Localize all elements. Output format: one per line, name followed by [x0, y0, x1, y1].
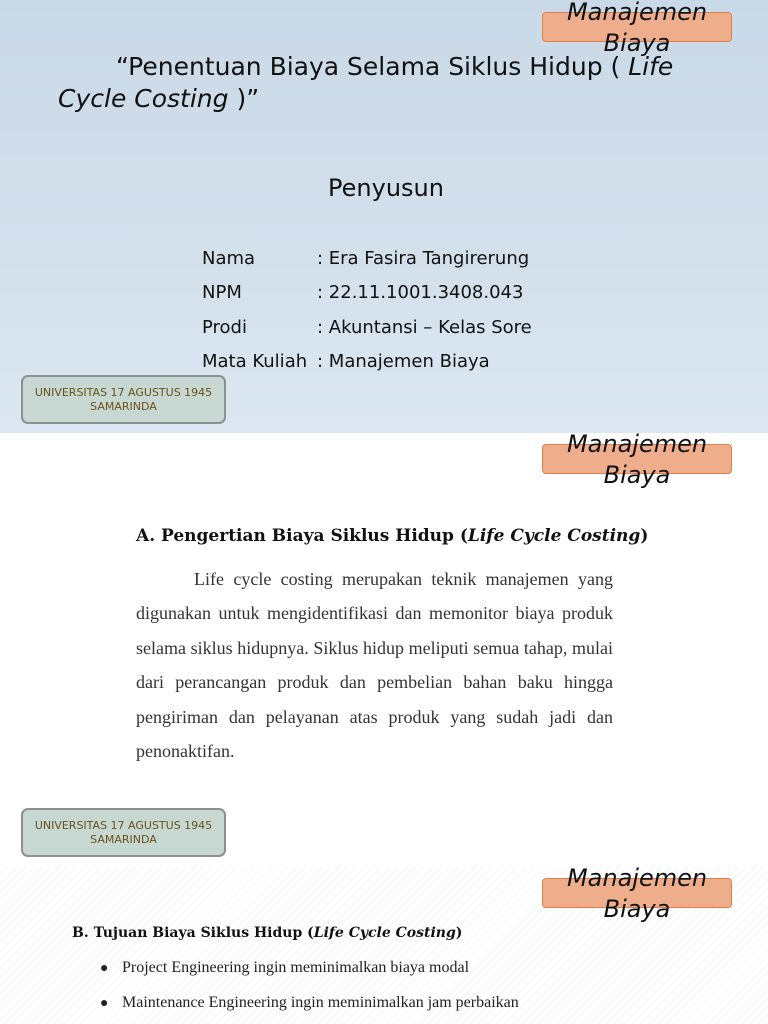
- heading-italic: Life Cycle Costing: [313, 925, 456, 941]
- presentation-title: [58, 51, 718, 115]
- title-text: “Penentuan Biaya Selama Siklus Hidup (: [116, 52, 629, 81]
- section-heading-a: [136, 526, 648, 546]
- heading-text: A. Pengertian Biaya Siklus Hidup (: [136, 526, 468, 546]
- subject-label: Manajemen Biaya: [566, 433, 708, 489]
- heading-text-end: ): [455, 925, 463, 941]
- info-row-nama: [202, 248, 529, 269]
- list-item-text: Project Engineering ingin meminimalkan biaya modal: [122, 959, 470, 976]
- bullet-icon: ●: [100, 996, 109, 1011]
- subject-label: Manajemen Biaya: [566, 866, 708, 923]
- title-text-end: )”: [228, 84, 260, 113]
- author-heading: Penyusun: [328, 174, 444, 202]
- university-name: UNIVERSITAS 17 AGUSTUS 1945: [34, 385, 213, 399]
- university-badge: [21, 808, 226, 857]
- info-value: : Era Fasira Tangirerung: [317, 248, 530, 269]
- definition-slide: [0, 433, 768, 866]
- info-value: : Manajemen Biaya: [317, 351, 490, 372]
- info-value: : Akuntansi – Kelas Sore: [317, 317, 532, 338]
- info-row-mata-kuliah: [202, 351, 490, 372]
- definition-paragraph: Life cycle costing merupakan teknik manajemen yang digunakan untuk mengidentifikasi dan memonitor biaya produk selama siklus hidupnya. Siklus hidup meliputi semua tahap, mulai dari perancangan produk dan pembelian bahan baku hingga pengiriman dan pelayanan atas produk yang sudah jadi dan penonaktifan.: [136, 569, 613, 762]
- heading-text: B. Tujuan Biaya Siklus Hidup (: [72, 925, 314, 941]
- info-key: Nama: [202, 248, 256, 269]
- subject-label: Manajemen Biaya: [566, 0, 708, 57]
- objectives-slide: [0, 866, 768, 1024]
- section-heading-b: [72, 925, 462, 941]
- info-key: NPM: [202, 282, 242, 303]
- university-city: SAMARINDA: [90, 832, 157, 846]
- university-badge: [21, 375, 226, 424]
- list-item: [100, 959, 469, 977]
- list-item-text: Maintenance Engineering ingin meminimalkan jam perbaikan: [122, 994, 519, 1011]
- heading-text-end: ): [640, 526, 649, 546]
- info-key: Prodi: [202, 317, 247, 338]
- info-row-prodi: [202, 317, 532, 338]
- title-slide: [0, 0, 768, 433]
- info-key: Mata Kuliah: [202, 351, 308, 372]
- university-name: UNIVERSITAS 17 AGUSTUS 1945: [34, 818, 213, 832]
- university-city: SAMARINDA: [90, 399, 157, 413]
- info-row-npm: [202, 282, 523, 303]
- info-value: : 22.11.1001.3408.043: [317, 282, 524, 303]
- bullet-icon: ●: [100, 961, 109, 976]
- list-item: [100, 994, 519, 1012]
- heading-italic: Life Cycle Costing: [467, 526, 641, 546]
- title-italic: Life Cycle Costing: [58, 52, 674, 113]
